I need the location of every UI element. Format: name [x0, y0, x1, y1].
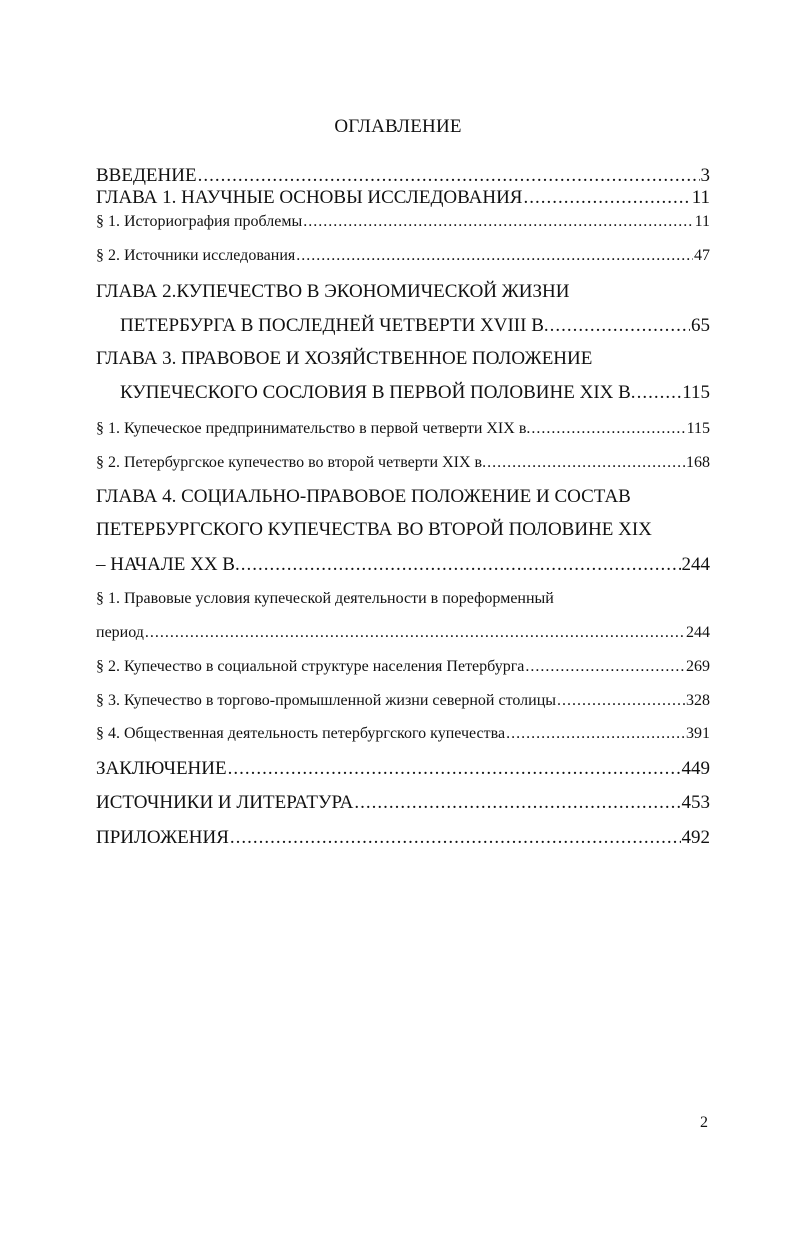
toc-entry-ch1-section-1[interactable] [96, 213, 710, 231]
toc-entry-chapter-3-line2[interactable] [120, 383, 710, 404]
toc-leader-dots [241, 555, 681, 576]
toc-entry-label: § 2. Петербургское купечество во второй четверти XIX в. [96, 454, 487, 471]
toc-entry-page: 65 [691, 315, 710, 336]
toc-entry-label: период [96, 624, 144, 641]
toc-entry-label: § 1. Историография проблемы [96, 213, 303, 230]
toc-entry-ch4-section-3[interactable] [96, 692, 710, 710]
toc-entry-conclusion[interactable] [96, 759, 710, 780]
toc-leader-dots [198, 166, 700, 187]
toc-entry-appendices[interactable] [96, 828, 710, 849]
toc-leader-dots [303, 213, 693, 231]
toc-entry-page: 168 [686, 454, 710, 471]
toc-entry-label: § 4. Общественная деятельность петербургского купечества [96, 725, 506, 742]
toc-entry-sources[interactable] [96, 793, 710, 814]
toc-entry-page: 453 [681, 792, 710, 813]
toc-entry-ch4-section-4[interactable] [96, 725, 710, 743]
toc-entry-page: 492 [681, 827, 710, 848]
toc-leader-dots [531, 420, 685, 438]
toc-leader-dots [228, 759, 681, 780]
toc-entry-page: 11 [691, 187, 710, 208]
toc-leader-dots [637, 383, 682, 404]
toc-entry-page: 115 [682, 382, 710, 403]
toc-entry-label: – НАЧАЛЕ XX В. [96, 554, 240, 575]
toc-leader-dots [557, 692, 685, 710]
toc-entry-label: § 3. Купечество в торгово-промышленной жизни северной столицы [96, 692, 556, 709]
toc-leader-dots [550, 316, 690, 337]
toc-entry-ch1-section-2[interactable] [96, 247, 710, 265]
toc-entry-page: 115 [686, 420, 710, 437]
toc-entry-ch4-section-1-line1[interactable] [96, 590, 710, 608]
toc-entry-label: § 2. Купечество в социальной структуре населения Петербурга [96, 658, 525, 675]
toc-entry-ch3-section-1[interactable] [96, 420, 710, 438]
toc-leader-dots [296, 247, 693, 265]
toc-entry-label: ПЕТЕРБУРГА В ПОСЛЕДНЕЙ ЧЕТВЕРТИ XVIII В. [120, 315, 549, 336]
page-title: ОГЛАВЛЕНИЕ [334, 116, 462, 137]
toc-entry-page: 328 [686, 692, 710, 709]
toc-entry-page: 269 [686, 658, 710, 675]
toc-entry-label: § 1. Правовые условия купеческой деятельности в пореформенный [96, 590, 554, 607]
toc-entry-chapter-3-line1[interactable] [96, 349, 710, 370]
toc-entry-label: ЗАКЛЮЧЕНИЕ [96, 758, 227, 779]
toc-entry-chapter-2-line2[interactable] [120, 316, 710, 337]
toc-entry-introduction[interactable] [96, 166, 710, 187]
toc-entry-chapter-4-line2[interactable] [96, 520, 710, 541]
toc-entry-label: ГЛАВА 2.КУПЕЧЕСТВО В ЭКОНОМИЧЕСКОЙ ЖИЗНИ [96, 281, 570, 302]
toc-entry-chapter-4-line1[interactable] [96, 487, 710, 508]
toc-leader-dots [230, 828, 681, 849]
toc-entry-page: 244 [686, 624, 710, 641]
toc-entry-ch4-section-2[interactable] [96, 658, 710, 676]
toc-entry-chapter-4-line3[interactable] [96, 555, 710, 576]
toc-entry-label: ГЛАВА 4. СОЦИАЛЬНО-ПРАВОВОЕ ПОЛОЖЕНИЕ И СОСТАВ [96, 486, 631, 507]
toc-entry-label: § 2. Источники исследования [96, 247, 296, 264]
toc-entry-page: 47 [694, 247, 710, 264]
toc-entry-label: ИСТОЧНИКИ И ЛИТЕРАТУРА [96, 792, 354, 813]
toc-entry-label: КУПЕЧЕСКОГО СОСЛОВИЯ В ПЕРВОЙ ПОЛОВИНЕ XIX В. [120, 382, 636, 403]
toc-entry-page: 244 [681, 554, 710, 575]
toc-leader-dots [523, 188, 690, 209]
toc-entry-page: 391 [686, 725, 710, 742]
toc-leader-dots [354, 793, 680, 814]
toc-entry-page: 3 [700, 165, 710, 186]
toc-entry-page: 449 [681, 758, 710, 779]
toc-entry-page: 11 [694, 213, 710, 230]
toc-leader-dots [145, 624, 685, 642]
toc-entry-ch4-section-1-line2[interactable] [96, 624, 710, 642]
toc-entry-label: § 1. Купеческое предпринимательство в первой четверти XIX в. [96, 420, 531, 437]
page-number: 2 [700, 1114, 708, 1131]
toc-entry-chapter-2-line1[interactable] [96, 282, 710, 303]
toc-leader-dots [525, 658, 685, 676]
toc-entry-label: ГЛАВА 3. ПРАВОВОЕ И ХОЗЯЙСТВЕННОЕ ПОЛОЖЕНИЕ [96, 348, 593, 369]
toc-entry-label: ПЕТЕРБУРГСКОГО КУПЕЧЕСТВА ВО ВТОРОЙ ПОЛОВИНЕ XIX [96, 519, 652, 540]
toc-entry-label: ВВЕДЕНИЕ [96, 165, 197, 186]
toc-entry-chapter-1[interactable] [96, 188, 710, 209]
toc-entry-label: ГЛАВА 1. НАУЧНЫЕ ОСНОВЫ ИССЛЕДОВАНИЯ [96, 187, 523, 208]
toc-leader-dots [506, 725, 685, 743]
toc-entry-label: ПРИЛОЖЕНИЯ [96, 827, 229, 848]
toc-entry-ch3-section-2[interactable] [96, 454, 710, 472]
toc-leader-dots [487, 454, 685, 472]
